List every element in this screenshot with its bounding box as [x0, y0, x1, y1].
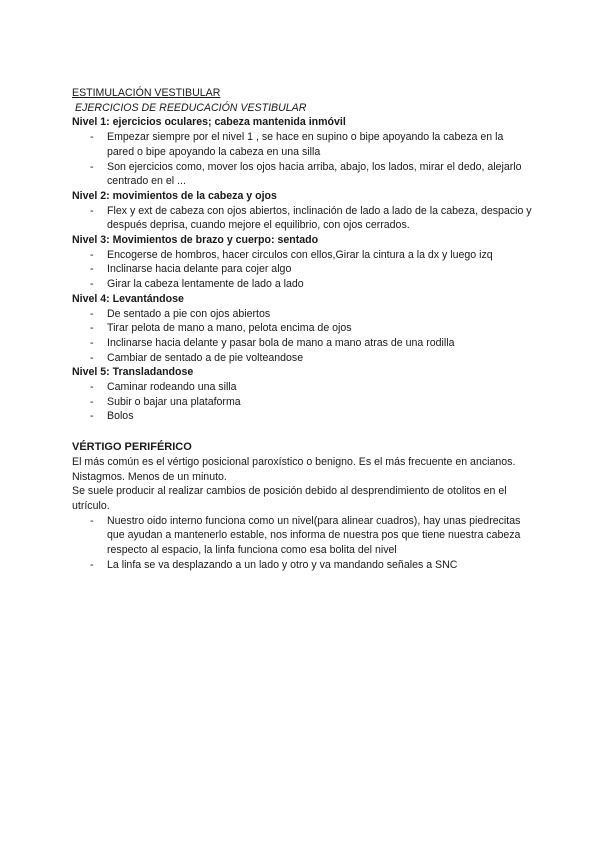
level-1-block — [72, 115, 532, 189]
doc-subtitle: EJERCICIOS DE REEDUCACIÓN VESTIBULAR — [75, 101, 307, 114]
list-item: - Empezar siempre por el nivel 1 , se hace en supino o bipe apoyando la cabeza en la pared o bipe apoyando la cabeza en una silla — [72, 130, 532, 159]
document-page — [72, 86, 532, 573]
list-item: - Cambiar de sentado a de pie volteandose — [72, 351, 532, 366]
vertigo-paragraph-2: Se suele producir al realizar cambios de posición debido al desprendimiento de otolitos en el utrículo. — [72, 485, 507, 512]
level-4-heading: Nivel 4: Levantándose — [72, 292, 184, 305]
level-4-block — [72, 292, 532, 366]
list-item: - Nuestro oido interno funciona como un nivel(para alinear cuadros), hay unas piedrecitas que ayudan a mantenerlo estable, nos informa de nuestra pos que tiene nuestra cabeza respecto al espacio, la linfa funciona como esa bolita del nivel — [72, 514, 532, 558]
list-item: - Caminar rodeando una silla — [72, 380, 532, 395]
level-1-list — [72, 130, 532, 189]
list-item: - Inclinarse hacia delante y pasar bola de mano a mano atras de una rodilla — [72, 336, 532, 351]
level-5-heading: Nivel 5: Transladandose — [72, 366, 194, 379]
list-item: - Subir o bajar una plataforma — [72, 395, 532, 410]
doc-title: ESTIMULACIÓN VESTIBULAR — [72, 87, 221, 99]
level-2-heading: Nivel 2: movimientos de la cabeza y ojos — [72, 189, 277, 202]
vertigo-section-title: VÉRTIGO PERIFÉRICO — [72, 441, 192, 454]
vertigo-paragraph-1: El más común es el vértigo posicional paroxístico o benigno. Es el más frecuente en ancianos. Nistagmos. Menos de un minuto. — [72, 455, 516, 483]
level-4-list — [72, 307, 532, 366]
list-item: - La linfa se va desplazando a un lado y otro y va mandando señales a SNC — [72, 558, 532, 573]
level-3-list — [72, 248, 532, 292]
list-item: - Girar la cabeza lentamente de lado a lado — [72, 277, 532, 292]
level-3-block — [72, 233, 532, 292]
level-2-list — [72, 204, 532, 233]
list-item: - Inclinarse hacia delante para cojer algo — [72, 262, 532, 277]
list-item: - Flex y ext de cabeza con ojos abiertos, inclinación de lado a lado de la cabeza, despacio y después deprisa, cuando mejore el equilibrio, con ojos cerrados. — [72, 204, 532, 233]
list-item: - Bolos — [72, 409, 532, 424]
level-2-block — [72, 189, 532, 233]
list-item: - Encogerse de hombros, hacer circulos con ellos,Girar la cintura a la dx y luego izq — [72, 248, 532, 263]
level-5-list — [72, 380, 532, 424]
level-3-heading: Nivel 3: Movimientos de brazo y cuerpo: sentado — [72, 234, 319, 247]
list-item: - Son ejercicios como, mover los ojos hacia arriba, abajo, los lados, mirar el dedo, alejarlo centrado en el ... — [72, 160, 532, 189]
level-5-block — [72, 365, 532, 424]
vertigo-list — [72, 514, 532, 573]
list-item: - Tirar pelota de mano a mano, pelota encima de ojos — [72, 321, 532, 336]
level-1-heading: Nivel 1: ejercicios oculares; cabeza mantenida inmóvil — [72, 116, 346, 129]
list-item: - De sentado a pie con ojos abiertos — [72, 307, 532, 322]
